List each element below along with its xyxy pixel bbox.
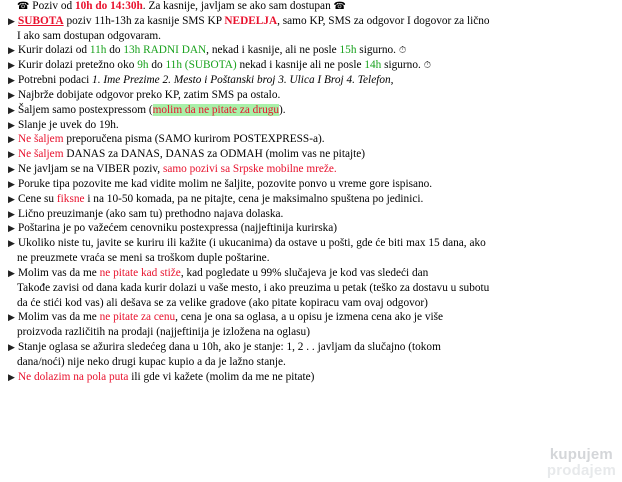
line-text xyxy=(18,163,616,176)
text-segment: i na 10-50 komada, pa ne pitajte, cena je maksimalno spuštena po jedinici. xyxy=(84,192,424,205)
text-line xyxy=(0,222,622,235)
text-segment: fiksne xyxy=(56,192,85,205)
text-segment: Slanje je uvek do 19h. xyxy=(18,118,119,131)
text-segment: nekad i kasnije ali ne posle xyxy=(236,59,365,72)
text-segment: Kurir dolazi pretežno oko xyxy=(18,59,138,72)
bullet-icon: ▶ xyxy=(8,134,15,145)
text-segment: dana/noći) nije neko drugi kupac kupio a da je lažno stanje. xyxy=(17,355,286,368)
text-line xyxy=(0,30,622,43)
text-segment: Stanje oglasa se ažurira sledećeg dana u 10h, ako je stanje: 1, 2 . . javljam da slučajno (tokom xyxy=(18,341,441,354)
text-line xyxy=(0,133,622,146)
line-text xyxy=(18,59,616,72)
text-segment: . Za kasnije, javljam se ako sam dostupan xyxy=(142,0,334,12)
text-line xyxy=(0,237,622,250)
text-segment: ☎ xyxy=(17,1,30,12)
text-segment: NEDELJA xyxy=(224,14,278,27)
line-text xyxy=(18,341,616,354)
text-segment: Molim vas da me xyxy=(18,266,100,279)
text-line xyxy=(0,356,622,369)
line-text xyxy=(18,311,616,324)
text-segment: ili gde vi kažete (molim da me ne pitate) xyxy=(128,370,315,383)
line-text xyxy=(18,371,616,384)
watermark-line-2: prodajem xyxy=(546,461,616,479)
text-segment: 1. Ime Prezime 2. Mesto i Poštanski broj 3. Ulica I Broj 4. Telefon, xyxy=(92,74,394,87)
line-text xyxy=(17,252,616,265)
text-line xyxy=(0,297,622,310)
bullet-icon: ▶ xyxy=(8,60,15,71)
text-line xyxy=(0,119,622,132)
line-text xyxy=(18,89,616,102)
watermark-line-1: kupujem xyxy=(549,446,613,464)
text-segment: , samo KP, SMS za odgovor I dogovor za lično xyxy=(277,14,490,27)
text-segment: Šaljem samo postexpressom xyxy=(18,103,149,116)
text-segment: 15h xyxy=(339,44,357,57)
bullet-icon: ▶ xyxy=(8,119,15,130)
text-segment: Najbrže dobijate odgovor preko KP, zatim SMS pa ostalo. xyxy=(18,88,281,101)
text-segment: Poruke tipa pozovite me kad vidite molim ne šaljite, pozovite ponvo u vreme gore ispisano. xyxy=(18,177,433,190)
text-segment: ne preuzmete vraća se meni sa troškom duple poštarine. xyxy=(17,252,270,265)
bullet-icon: ▶ xyxy=(8,238,15,249)
text-line xyxy=(0,178,622,191)
text-segment: Potrebni podaci xyxy=(18,74,93,87)
text-segment: 9h xyxy=(137,59,149,72)
text-line xyxy=(0,252,622,265)
text-line xyxy=(0,89,622,102)
text-segment: , cena je ona sa oglasa, a u opisu je izmena cena ako je više xyxy=(175,311,444,324)
line-text xyxy=(18,222,616,235)
text-segment: proizvoda različitih na prodaji (najjeftinija je izložena na oglasu) xyxy=(17,326,310,339)
text-segment: ⏱ xyxy=(423,60,432,72)
text-segment: ). xyxy=(279,103,286,116)
text-segment: samo pozivi sa Srpske mobilne mreže. xyxy=(162,163,337,176)
line-text xyxy=(18,15,616,28)
text-segment: sigurno. xyxy=(356,44,399,57)
line-text xyxy=(17,326,616,339)
text-line xyxy=(0,341,622,354)
text-segment: Poziv od xyxy=(29,0,75,12)
text-line xyxy=(0,148,622,161)
text-segment: , nekad i kasnije, ali ne posle xyxy=(206,44,340,57)
text-segment: 11h (SUBOTA) xyxy=(165,59,237,72)
text-segment: do xyxy=(106,44,124,57)
line-text xyxy=(18,74,616,87)
text-line xyxy=(0,267,622,280)
text-line xyxy=(0,193,622,206)
line-text xyxy=(18,237,616,250)
text-segment: Lično preuzimanje (ako sam tu) prethodno najava dolaska. xyxy=(18,207,284,220)
line-text xyxy=(17,356,616,369)
text-segment: , kad pogledate u 99% slučajeva je kod vas sledeći dan xyxy=(180,266,429,279)
text-line xyxy=(0,208,622,221)
text-segment: sigurno. xyxy=(381,59,424,72)
bullet-icon: ▶ xyxy=(8,312,15,323)
text-segment: Molim vas da me xyxy=(18,311,100,324)
text-line xyxy=(0,163,622,176)
text-segment: Poštarina je po važećem cenovniku postexpressa (najjeftinija kurirska) xyxy=(18,222,338,235)
line-text xyxy=(18,119,616,132)
text-line xyxy=(0,371,622,384)
text-segment: preporučena pisma (SAMO kurirom POSTEXPRESS-a). xyxy=(63,133,325,146)
line-text xyxy=(18,178,616,191)
text-segment: Kurir dolazi od xyxy=(18,44,90,57)
text-segment: ne pitate kad stiže xyxy=(99,266,181,279)
text-segment: ( xyxy=(148,103,153,116)
line-text xyxy=(17,30,616,43)
bullet-icon: ▶ xyxy=(8,89,15,100)
line-text xyxy=(18,148,616,161)
text-segment: 14h xyxy=(364,59,382,72)
text-line xyxy=(0,74,622,87)
text-line xyxy=(0,0,622,13)
text-segment: Ne šaljem xyxy=(18,133,64,146)
text-line xyxy=(0,59,622,72)
line-text xyxy=(17,297,616,310)
bullet-icon: ▶ xyxy=(8,45,15,56)
bullet-icon: ▶ xyxy=(8,75,15,86)
text-segment: Ukoliko niste tu, javite se kuriru ili kažite (i ukucanima) da ostave u pošti, gde će biti max 15 dana, ako xyxy=(18,237,486,250)
text-line xyxy=(0,311,622,324)
text-segment: SUBOTA xyxy=(18,14,64,27)
text-segment: DANAS za DANAS, DANAS za ODMAH (molim vas ne pitajte) xyxy=(63,148,366,161)
text-line xyxy=(0,15,622,28)
line-text xyxy=(17,0,616,13)
text-segment: 10h do 14:30h xyxy=(74,0,143,12)
line-text xyxy=(18,104,616,117)
bullet-icon: ▶ xyxy=(8,15,15,26)
line-text xyxy=(18,193,616,206)
text-segment: ⏱ xyxy=(398,45,407,57)
bullet-icon: ▶ xyxy=(8,149,15,160)
line-text xyxy=(18,44,616,57)
text-segment: poziv 11h-13h za kasnije SMS KP xyxy=(63,14,225,27)
bullet-icon: ▶ xyxy=(8,164,15,175)
text-line xyxy=(0,326,622,339)
text-line xyxy=(0,44,622,57)
text-segment: Ne dolazim na pola puta xyxy=(18,370,129,383)
line-text xyxy=(18,208,616,221)
text-segment: ☎ xyxy=(333,1,347,12)
text-line xyxy=(0,282,622,295)
bullet-icon: ▶ xyxy=(8,267,15,278)
text-line xyxy=(0,104,622,117)
bullet-icon: ▶ xyxy=(8,371,15,382)
text-segment: 11h xyxy=(89,44,107,57)
text-segment: ne pitate za cenu xyxy=(99,311,176,324)
text-segment: molim da ne pitate za drugu xyxy=(152,103,280,116)
text-segment: Ne šaljem xyxy=(18,148,64,161)
text-segment: Cene su xyxy=(18,192,57,205)
text-segment: 13h RADNI DAN xyxy=(123,44,207,57)
bullet-icon: ▶ xyxy=(8,193,15,204)
bullet-icon: ▶ xyxy=(8,104,15,115)
bullet-icon: ▶ xyxy=(8,178,15,189)
bullet-icon: ▶ xyxy=(8,208,15,219)
line-text xyxy=(18,133,616,146)
line-text xyxy=(17,282,616,295)
text-segment: do xyxy=(148,59,166,72)
line-text xyxy=(18,267,616,280)
text-segment: Ne javljam se na VIBER poziv, xyxy=(18,163,163,176)
watermark xyxy=(547,447,616,478)
text-segment: I ako sam dostupan odgovaram. xyxy=(17,29,162,42)
text-segment: da će stići kod vas) ali dešava se za velike gradove (ako pitate kopiracu vam ovaj odgovor) xyxy=(17,296,428,309)
bullet-icon: ▶ xyxy=(8,223,15,234)
bullet-icon: ▶ xyxy=(8,342,15,353)
text-segment: Takođe zavisi od dana kada kurir dolazi u vaše mesto, i ako preuzima u petak (teško za dostavu u subotu xyxy=(17,281,490,294)
